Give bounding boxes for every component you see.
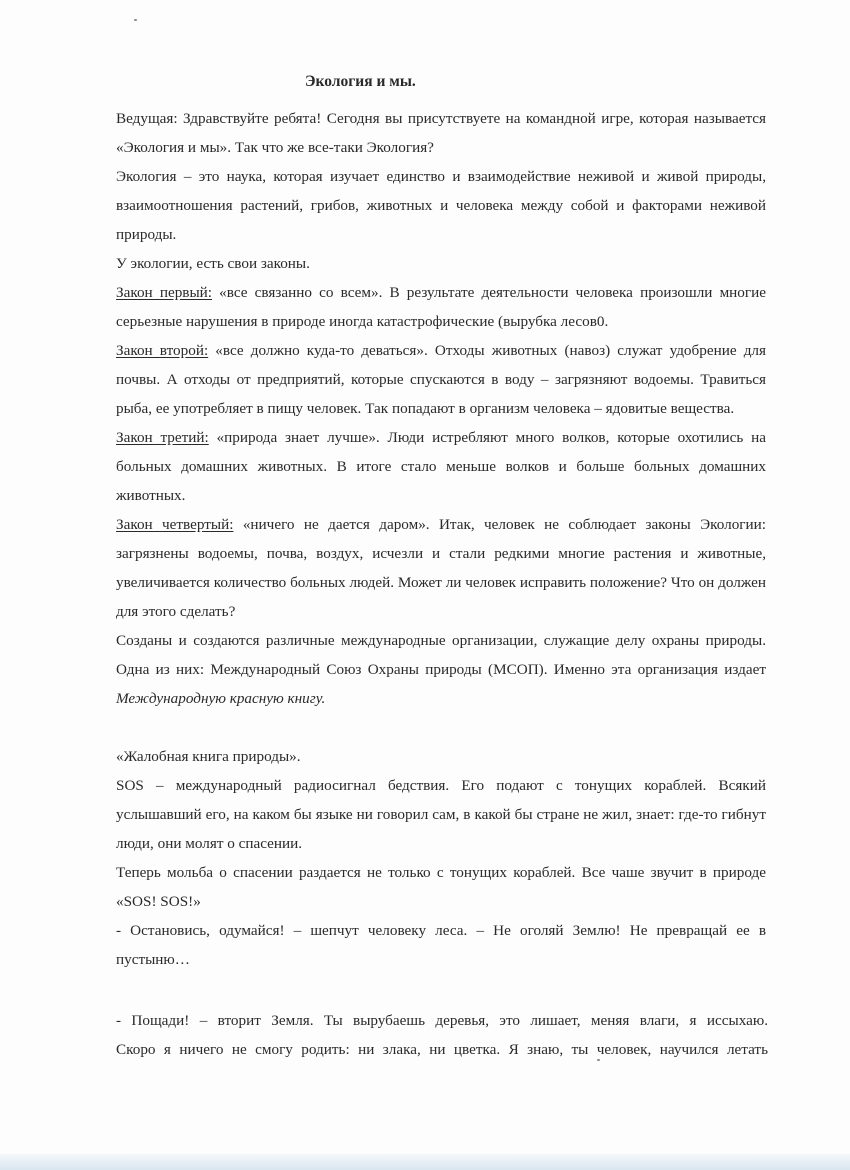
- paragraph-plea: Теперь мольба о спасении раздается не только с тонущих кораблей. Все чаше звучит в природе «SOS! SOS!»: [116, 864, 766, 910]
- law-4-text: «ничего не дается даром». Итак, человек не соблюдает законы Экологии: загрязнены водоемы, почва, воздух, исчезли и стали редкими многие растения и животные, увеличивается количество больных людей. Может ли человек исправить положение? Что он должен для этого сделать?: [116, 516, 766, 620]
- organizations-text: Созданы и создаются различные международные организации, служащие делу охраны природы. Одна из них: Международный Союз Охраны природы (МСОП). Именно эта организация издает: [116, 632, 766, 678]
- paragraph-earth: [116, 1006, 768, 1064]
- paragraph-definition: Экология – это наука, которая изучает единство и взаимодействие неживой и живой природы, взаимоотношения растений, грибов, животных и человека между собой и факторами неживой природы.: [116, 168, 766, 243]
- paragraph-forests: - Остановись, одумайся! – шепчут человеку леса. – Не оголяй Землю! Не превращай ее в пустыню…: [116, 922, 766, 968]
- paragraph-earth-line-2: Скоро я ничего не смогу родить: ни злака, ни цветка. Я знаю, ты человек, научился летать: [116, 1041, 768, 1058]
- document-body: [116, 104, 766, 974]
- paragraph-laws-intro: У экологии, есть свои законы.: [116, 255, 310, 272]
- paragraph-earth-line-1: - Пощади! – вторит Земля. Ты вырубаешь деревья, это лишает, меняя влаги, я иссыхаю.: [116, 1012, 768, 1029]
- scan-speck: [134, 19, 137, 21]
- paragraph-sos: SOS – международный радиосигнал бедствия. Его подают с тонущих кораблей. Всякий услышавший его, на каком бы языке ни говорил сам, в какой бы стране не жил, знает: где-то гибнут люди, они молят о спасении.: [116, 777, 766, 852]
- section-heading-complaint-book: «Жалобная книга природы».: [116, 748, 301, 765]
- red-book-title: Международную красную книгу.: [116, 690, 326, 707]
- law-4-label: Закон четвертый:: [116, 516, 234, 533]
- paragraph-law-4: [116, 510, 766, 626]
- document-title: Экология и мы.: [305, 73, 416, 90]
- law-1-label: Закон первый:: [116, 284, 213, 301]
- law-3-label: Закон третий:: [116, 429, 209, 446]
- paragraph-organizations: [116, 626, 766, 713]
- law-2-text: «все должно куда-то деваться». Отходы животных (навоз) служат удобрение для почвы. А отходы от предприятий, которые спускаются в воду – загрязняют водоемы. Травиться рыба, ее употребляет в пищу человек. Так попадают в организм человека – ядовитые вещества.: [116, 342, 766, 417]
- scanner-edge: [0, 1154, 850, 1170]
- paragraph-law-3: [116, 423, 766, 510]
- law-2-label: Закон второй:: [116, 342, 209, 359]
- law-1-text: «все связанно со всем». В результате деятельности человека произошли многие серьезные нарушения в природе иногда катастрофические (вырубка лесов0.: [116, 284, 766, 330]
- paragraph-law-2: [116, 336, 766, 423]
- law-3-text: «природа знает лучше». Люди истребляют много волков, которые охотились на больных домашних животных. В итоге стало меньше волков и больше больных домашних животных.: [116, 429, 767, 504]
- paragraph-law-1: [116, 278, 766, 336]
- paragraph-intro: Ведущая: Здравствуйте ребята! Сегодня вы присутствуете на командной игре, которая называется «Экология и мы». Так что же все-таки Экология?: [116, 110, 766, 156]
